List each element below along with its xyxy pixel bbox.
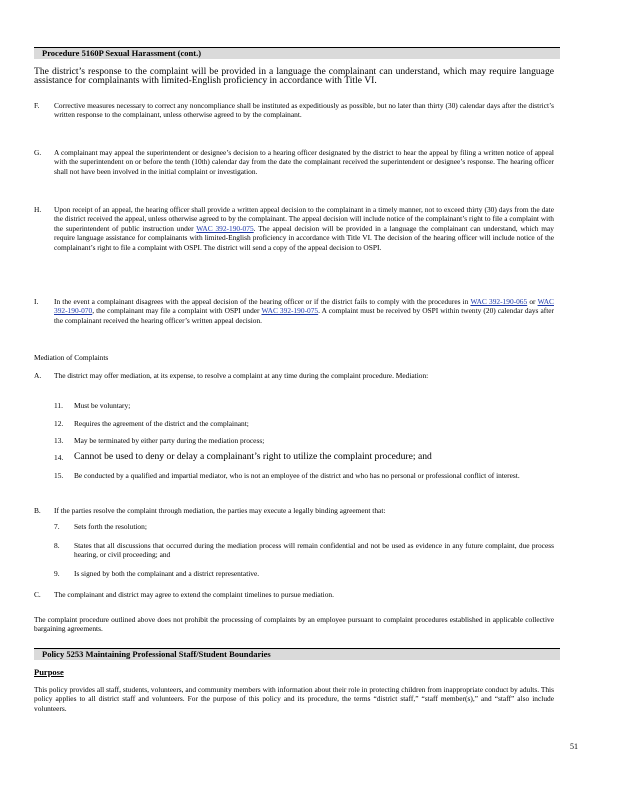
closing-paragraph: The complaint procedure outlined above does not prohibit the processing of complaints by an employee pursuant to complaint procedures established in applicable collective bargaining agreements. <box>34 615 554 634</box>
agreement-item-text: Is signed by both the complainant and a district representative. <box>74 569 260 578</box>
mediation-item-num: 12. <box>54 419 64 428</box>
mediation-item-num: 13. <box>54 436 64 445</box>
policy-header-bar: Policy 5253 Maintaining Professional Staff/Student Boundaries <box>34 648 560 660</box>
procedure-header-bar: Procedure 5160P Sexual Harassment (cont.) <box>34 47 560 59</box>
item-h-label: H. <box>34 205 42 214</box>
mediation-item-text: Requires the agreement of the district and the complainant; <box>74 419 249 428</box>
mediation-a-label: A. <box>34 371 42 380</box>
purpose-heading: Purpose <box>34 667 64 677</box>
intro-paragraph: The district’s response to the complaint will be provided in a language the complainant can understand, which may require language assistance for complainants with limited-English proficiency in accordance with Title VI. <box>34 66 554 87</box>
mediation-b-label: B. <box>34 506 41 515</box>
mediation-item-num: 15. <box>54 471 64 480</box>
mediation-a-text: The district may offer mediation, at its expense, to resolve a complaint at any time during the complaint procedure. Mediation: <box>54 371 429 380</box>
agreement-item-text: States that all discussions that occurred during the mediation process will remain confidential and not be used as evidence in any future complaint, due process hearing, or civil proceeding; and <box>74 541 554 560</box>
wac-075-link-2[interactable]: WAC 392-190-075 <box>261 306 319 316</box>
agreement-item-text: Sets forth the resolution; <box>74 522 147 531</box>
mediation-item-text: May be terminated by either party during the mediation process; <box>74 436 265 445</box>
wac-070-link[interactable]: WAC 392-190-070 <box>54 297 554 316</box>
item-i-text-c: . A complaint must be received by OSPI within twenty (20) calendar days after the complainant received the hearing officer’s written appeal decision. <box>54 306 555 325</box>
item-f-label: F. <box>34 101 40 110</box>
mediation-b-text: If the parties resolve the complaint through mediation, the parties may execute a legally binding agreement that: <box>54 506 386 515</box>
item-i-text-mid: or <box>529 297 536 306</box>
mediation-heading: Mediation of Complaints <box>34 353 109 362</box>
item-h-text-b: . The appeal decision will be provided in a language the complainant can understand, which may require language assistance for complainants with limited-English proficiency in accordance with Title VI. The decision of the hearing officer will include notice of the complainant’s right to file a complaint with OSPI. The district will send a copy of the appeal decision to OSPI. <box>54 223 554 252</box>
mediation-item-text: Must be voluntary; <box>74 401 131 410</box>
agreement-item-num: 9. <box>54 569 60 578</box>
agreement-item-num: 7. <box>54 522 60 531</box>
wac-065-link[interactable]: WAC 392-190-065 <box>470 297 528 306</box>
page-number: 51 <box>570 742 578 751</box>
purpose-paragraph: This policy provides all staff, students, volunteers, and community members with information about their role in protecting children from inappropriate conduct by adults. This policy applies to all district staff and volunteers. For the purpose of this policy and its procedure, the terms “district staff,” “staff member(s),” and “staff” also include volunteers. <box>34 685 554 713</box>
mediation-item-num: 14. <box>54 453 64 462</box>
item-i-text-a: In the event a complainant disagrees with the appeal decision of the hearing officer or if the district fails to comply with the procedures in <box>54 297 469 306</box>
item-i-text-b: , the complainant may file a complaint with OSPI under <box>92 306 260 316</box>
mediation-c-text: The complainant and district may agree to extend the complaint timelines to pursue mediation. <box>54 590 334 599</box>
agreement-item-num: 8. <box>54 541 60 550</box>
mediation-c-label: C. <box>34 590 41 599</box>
item-g-label: G. <box>34 148 42 157</box>
mediation-item-text: Be conducted by a qualified and impartial mediator, who is not an employee of the district and who has no personal or professional conflict of interest. <box>74 471 520 480</box>
item-h-text <box>54 205 554 252</box>
item-f-text: Corrective measures necessary to correct any noncompliance shall be instituted as expeditiously as possible, but no later than thirty (30) calendar days after the district’s written response to the complainant, unless otherwise agreed to by the complainant. <box>54 101 554 120</box>
item-i-text <box>54 297 554 325</box>
item-g-text: A complainant may appeal the superintendent or designee’s decision to a hearing officer designated by the district to hear the appeal by filing a written notice of appeal with the superintendent on or before the tenth (10th) calendar day from the date the complainant received the superintendent or designee’s response. The hearing officer shall not have been involved in the initial complaint or investigation. <box>54 148 554 176</box>
mediation-item-text: Cannot be used to deny or delay a complainant’s right to utilize the complaint procedure; and <box>74 451 432 462</box>
mediation-item-num: 11. <box>54 401 63 410</box>
item-h-text-a: Upon receipt of an appeal, the hearing officer shall provide a written appeal decision to the complainant in a timely manner, not to exceed thirty (30) days from the date the district received the appeal, unless otherwise agreed to by the complainant. The appeal decision will include notice of the complainant’s right to file a complaint with the superintendent of public instruction under <box>54 205 554 233</box>
wac-075-link[interactable]: WAC 392-190-075 <box>196 223 254 233</box>
item-i-label: I. <box>34 297 39 306</box>
